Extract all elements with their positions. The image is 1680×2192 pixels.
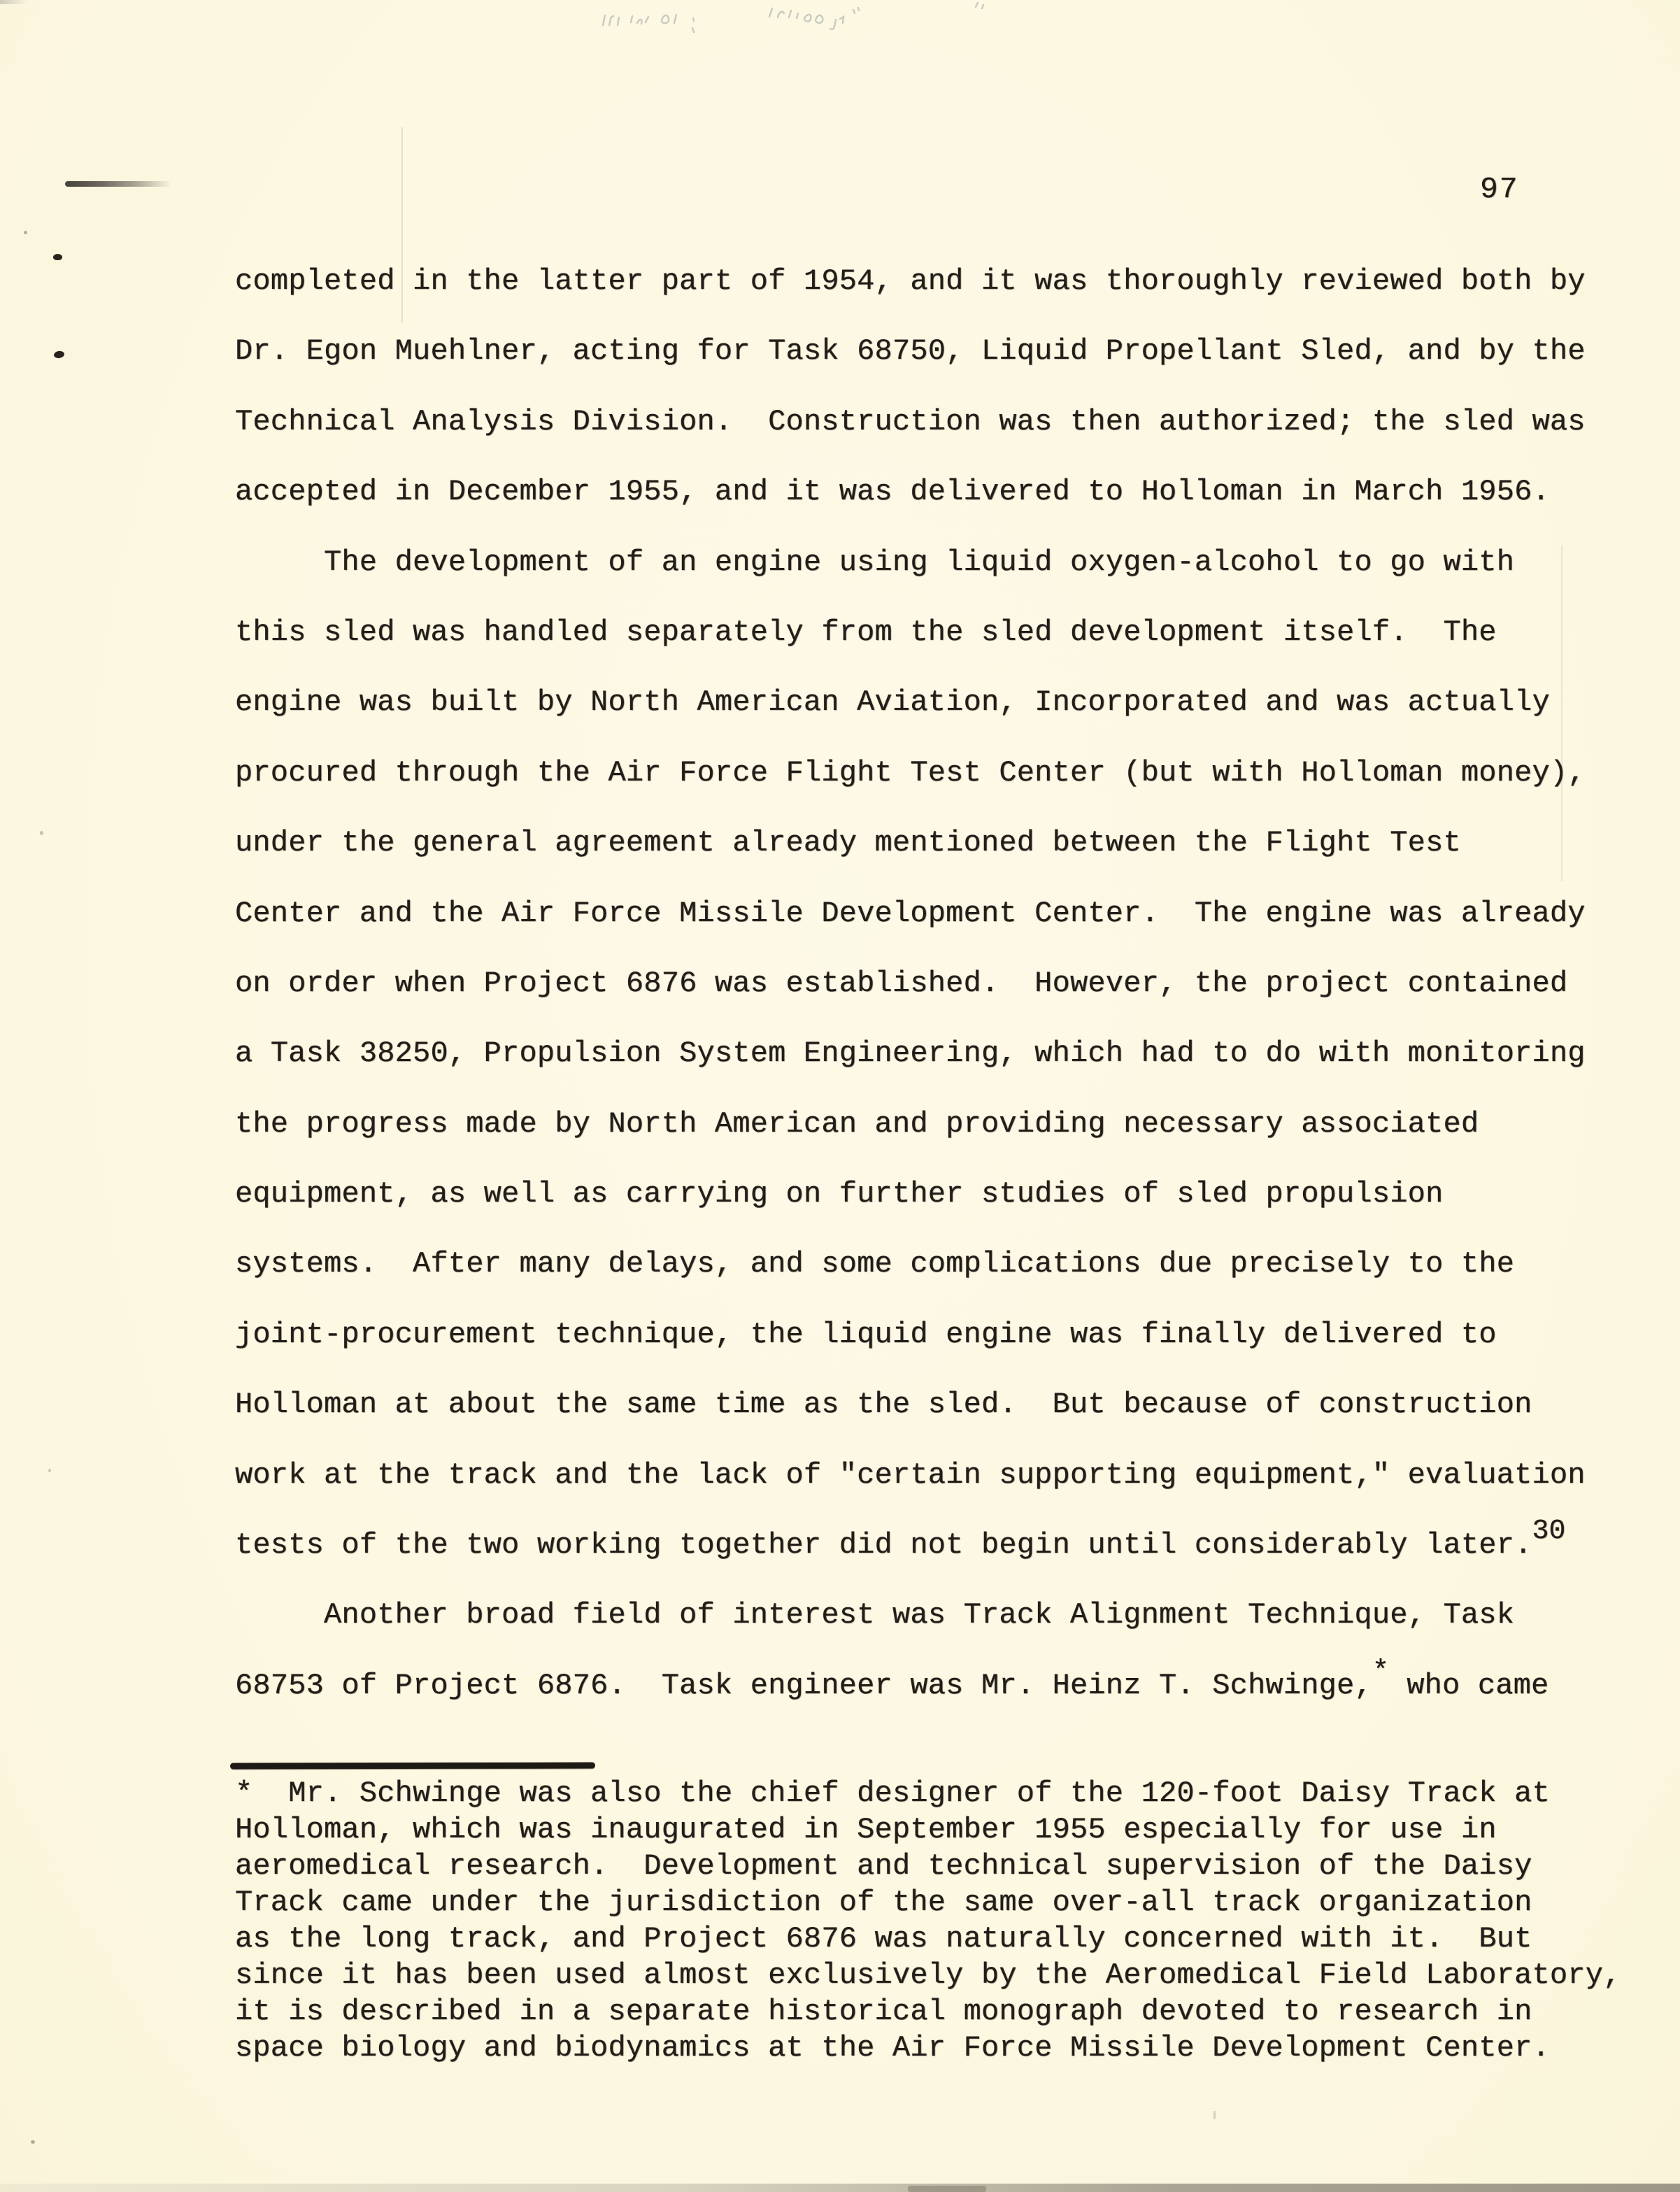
body-line-with-citation xyxy=(235,1510,1627,1580)
body-line: this sled was handled separately from the sled development itself. The xyxy=(235,615,1497,649)
footnote-line: since it has been used almost exclusively by the Aeromedical Field Laboratory, xyxy=(235,1958,1621,1992)
body-line: Dr. Egon Muehlner, acting for Task 68750, Liquid Propellant Sled, and by the xyxy=(235,334,1586,369)
scan-edge-top xyxy=(0,0,28,4)
document-body xyxy=(235,246,1627,1721)
body-line-text: who came xyxy=(1388,1668,1549,1702)
body-line: systems. After many delays, and some complications due precisely to the xyxy=(235,1247,1515,1281)
ink-speck xyxy=(53,350,64,359)
body-line paragraph-start: The development of an engine using liquid oxygen-alcohol to go with xyxy=(235,545,1515,579)
citation-superscript-30: 30 xyxy=(1532,1515,1566,1547)
body-line: equipment, as well as carrying on further studies of sled propulsion xyxy=(235,1177,1444,1211)
body-line: on order when Project 6876 was established. However, the project contained xyxy=(235,966,1568,1000)
body-line-with-footnote-marker xyxy=(235,1651,1627,1721)
body-line-text: 68753 of Project 6876. Task engineer was Mr. Heinz T. Schwinge, xyxy=(235,1668,1372,1702)
ink-speck xyxy=(1213,2111,1216,2119)
body-line: Holloman at about the same time as the sled. But because of construction xyxy=(235,1388,1532,1422)
body-line: procured through the Air Force Flight Test Center (but with Holloman money), xyxy=(235,755,1586,790)
footnote xyxy=(235,1775,1641,2066)
body-line: under the general agreement already mentioned between the Flight Test xyxy=(235,826,1461,860)
footnote-line: space biology and biodynamics at the Air Force Missile Development Center. xyxy=(235,2031,1550,2065)
body-line: joint-procurement technique, the liquid engine was finally delivered to xyxy=(235,1317,1497,1351)
page-number: 97 xyxy=(1480,172,1519,206)
footnote-line: as the long track, and Project 6876 was naturally concerned with it. But xyxy=(235,1922,1532,1956)
body-line: work at the track and the lack of "certain supporting equipment," evaluation xyxy=(235,1458,1586,1492)
body-line: completed in the latter part of 1954, and it was thoroughly reviewed both by xyxy=(235,264,1586,298)
body-line paragraph-start: Another broad field of interest was Track Alignment Technique, Task xyxy=(235,1598,1515,1632)
footnote-line: * Mr. Schwinge was also the chief designer of the 120-foot Daisy Track at xyxy=(235,1777,1550,1810)
footnote-asterisk-superscript: * xyxy=(1372,1656,1389,1688)
footnote-separator-rule xyxy=(230,1763,595,1770)
body-line: the progress made by North American and providing necessary associated xyxy=(235,1106,1479,1141)
body-line: Technical Analysis Division. Construction was then authorized; the sled was xyxy=(235,404,1586,439)
ink-speck xyxy=(48,1469,51,1472)
body-line: engine was built by North American Aviation, Incorporated and was actually xyxy=(235,685,1550,720)
pencil-scribble xyxy=(595,1,1000,48)
margin-dash-mark xyxy=(65,181,171,187)
ink-speck xyxy=(24,231,27,234)
footnote-line: aeromedical research. Development and technical supervision of the Daisy xyxy=(235,1849,1532,1883)
scan-edge-bottom-shadow xyxy=(908,2186,986,2192)
ink-speck xyxy=(31,2140,35,2144)
footnote-line: Track came under the jurisdiction of the same over-all track organization xyxy=(235,1886,1532,1919)
body-line: Center and the Air Force Missile Development Center. The engine was already xyxy=(235,896,1586,930)
ink-speck xyxy=(40,831,43,835)
footnote-line: it is described in a separate historical monograph devoted to research in xyxy=(235,1995,1532,2028)
ink-speck xyxy=(53,254,62,260)
scan-edge-bottom xyxy=(0,2184,1680,2192)
footnote-line: Holloman, which was inaugurated in September 1955 especially for use in xyxy=(235,1813,1497,1846)
body-line: accepted in December 1955, and it was delivered to Holloman in March 1956. xyxy=(235,475,1550,509)
body-line: a Task 38250, Propulsion System Engineering, which had to do with monitoring xyxy=(235,1037,1586,1071)
body-line-text: tests of the two working together did not begin until considerably later. xyxy=(235,1528,1532,1563)
